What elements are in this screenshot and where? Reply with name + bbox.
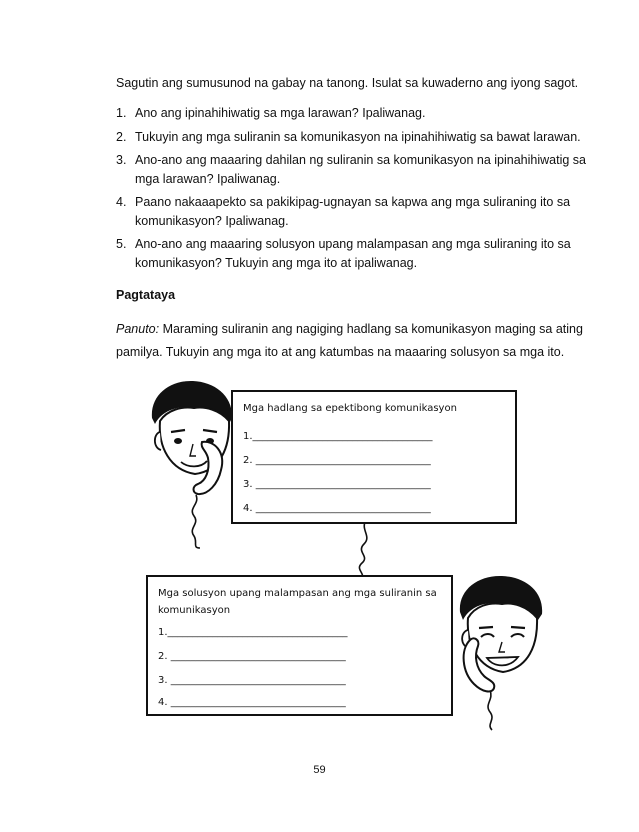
directions-text: Maraming suliranin ang nagiging hadlang sa komunikasyon maging sa ating pamilya. Tukuyin ang mga ito at ang katumbas na maaaring solusyon sa mga ito. <box>116 322 583 359</box>
section-heading: Pagtataya <box>116 288 176 302</box>
answer-line: 2. ___________________________________ <box>158 651 346 662</box>
answer-line: 3. ___________________________________ <box>243 479 431 490</box>
directions-label: Panuto: <box>116 322 160 336</box>
question-number: 1. <box>116 106 127 120</box>
barriers-box-title: Mga hadlang sa epektibong komunikasyon <box>243 403 457 414</box>
barriers-box <box>231 390 517 524</box>
telephone-cord-icon <box>488 690 492 730</box>
answer-line: 4. ___________________________________ <box>158 697 346 708</box>
answer-line: 1.____________________________________ <box>243 431 433 442</box>
question-number: 4. <box>116 195 127 209</box>
page-number: 59 <box>313 764 326 776</box>
question-text: Ano-ano ang maaaring dahilan ng suliranin sa komunikasyon na ipinahihiwatig sa mga larawan? Ipaliwanag. <box>135 153 586 186</box>
question-number: 5. <box>116 237 127 251</box>
question-text: Ano-ano ang maaaring solusyon upang malampasan ang mga suliraning ito sa komunikasyon? Tukuyin ang mga ito at ipaliwanag. <box>135 237 571 270</box>
answer-line: 4. ___________________________________ <box>243 503 431 514</box>
answer-line: 1.____________________________________ <box>158 627 348 638</box>
telephone-cord-icon <box>192 495 200 548</box>
question-text: Paano nakaaapekto sa pakikipag-ugnayan sa kapwa ang mga suliraning ito sa komunikasyon? Ipaliwanag. <box>135 195 571 228</box>
solutions-box-title: Mga solusyon upang malampasan ang mga suliranin sa komunikasyon <box>158 588 437 616</box>
boy-on-phone-icon <box>460 576 542 692</box>
solutions-box <box>146 575 453 716</box>
boy-on-phone-icon <box>152 381 232 494</box>
question-number: 2. <box>116 129 127 144</box>
question-text: Tukuyin ang mga suliranin sa komunikasyon na ipinahihiwatig sa bawat larawan. <box>135 129 581 144</box>
answer-line: 3. ___________________________________ <box>158 675 346 686</box>
instructions: Sagutin ang sumusunod na gabay na tanong. Isulat sa kuwaderno ang iyong sagot. <box>116 76 579 90</box>
question-number: 3. <box>116 153 127 167</box>
answer-line: 2. ___________________________________ <box>243 455 431 466</box>
question-text: Ano ang ipinahihiwatig sa mga larawan? Ipaliwanag. <box>135 106 426 120</box>
